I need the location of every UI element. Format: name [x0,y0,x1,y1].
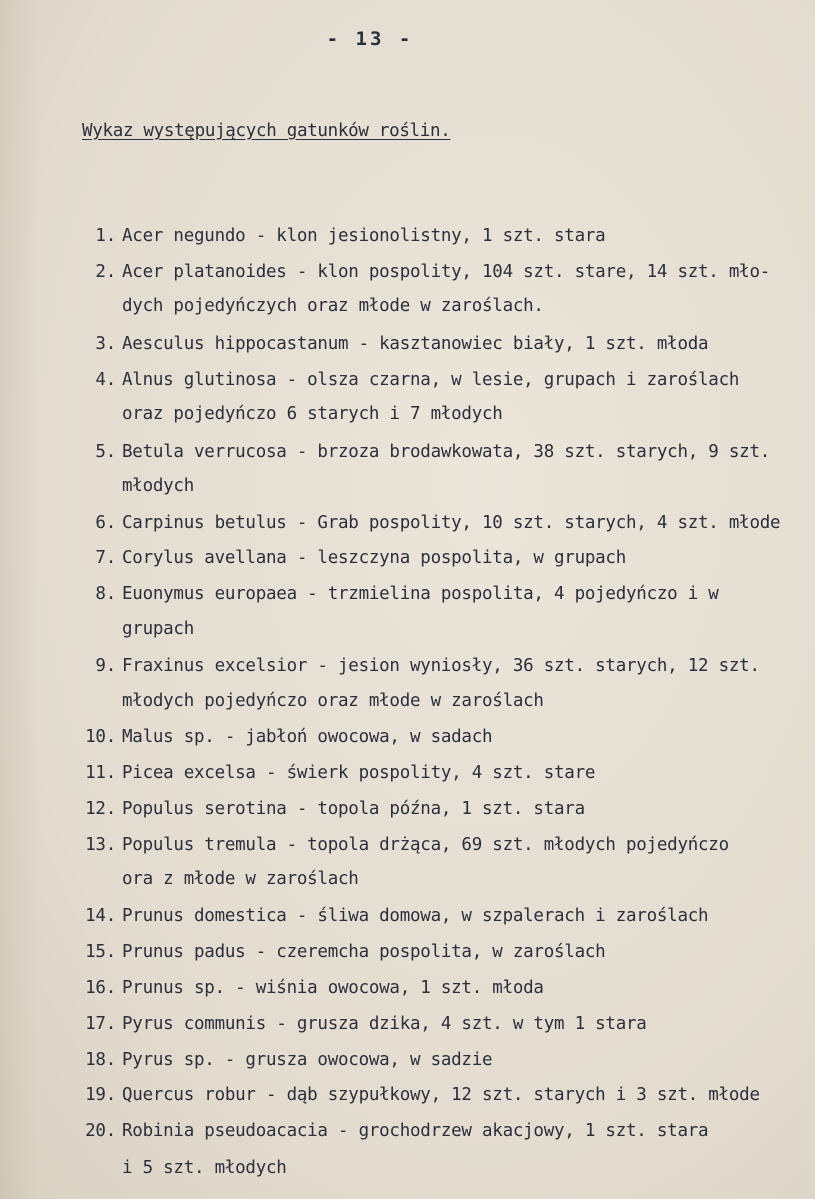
item-number: 10. [85,727,116,747]
list-item [76,1014,647,1034]
item-text: Picea excelsa - świerk pospolity, 4 szt. stare [122,763,596,783]
item-text: Acer platanoides - klon pospolity, 104 szt. stare, 14 szt. mło- [122,262,771,282]
list-item [76,1085,760,1105]
list-item [76,1121,708,1141]
item-text: Prunus padus - czeremcha pospolita, w zaroślach [122,942,606,962]
list-item [76,835,729,855]
item-text: Malus sp. - jabłoń owocowa, w sadach [122,727,493,747]
list-item [76,584,719,604]
item-text: Euonymus europaea - trzmielina pospolita, 4 pojedyńczo i w [122,584,719,604]
item-number: 19. [85,1085,116,1105]
item-number: 11. [85,763,116,783]
list-item [76,727,492,747]
item-number: 20. [85,1121,116,1141]
list-item [76,226,605,246]
item-number: 7. [95,548,116,568]
item-number: 2. [95,262,116,282]
item-text: Pyrus communis - grusza dzika, 4 szt. w tym 1 stara [122,1014,647,1034]
list-item-continuation: grupach [122,619,195,639]
item-text: Aesculus hippocastanum - kasztanowiec biały, 1 szt. młoda [122,334,709,354]
list-item [76,906,708,926]
list-item [76,262,770,282]
item-number: 17. [85,1014,116,1034]
item-number: 15. [85,942,116,962]
item-number: 5. [95,442,116,462]
item-text: Fraxinus excelsior - jesion wyniosły, 36 szt. starych, 12 szt. [122,656,760,676]
item-text: Pyrus sp. - grusza owocowa, w sadzie [122,1050,493,1070]
item-number: 14. [85,906,116,926]
item-number: 16. [85,978,116,998]
item-number: 9. [95,656,116,676]
item-number: 1. [95,226,116,246]
list-item [76,334,708,354]
list-item [76,442,770,462]
list-item [76,513,780,533]
item-text: Acer negundo - klon jesionolistny, 1 szt. stara [122,226,606,246]
item-text: Populus serotina - topola późna, 1 szt. stara [122,799,585,819]
item-number: 18. [85,1050,116,1070]
page-number: - 13 - [326,28,414,50]
list-item [76,799,585,819]
item-text: Robinia pseudoacacia - grochodrzew akacjowy, 1 szt. stara [122,1121,709,1141]
list-item [76,370,739,390]
list-item-continuation: młodych pojedyńczo oraz młode w zaroślach [122,691,544,711]
list-item-continuation: młodych [122,476,195,496]
item-text: Prunus sp. - wiśnia owocowa, 1 szt. młoda [122,978,544,998]
list-item [76,763,595,783]
item-text: Corylus avellana - leszczyna pospolita, w grupach [122,548,627,568]
item-text: Betula verrucosa - brzoza brodawkowata, 38 szt. starych, 9 szt. [122,442,771,462]
item-text: Alnus glutinosa - olsza czarna, w lesie, grupach i zaroślach [122,370,740,390]
list-item-continuation: i 5 szt. młodych [122,1158,287,1178]
list-item [76,1050,492,1070]
item-number: 8. [95,584,116,604]
list-item [76,548,626,568]
list-item-continuation: dych pojedyńczych oraz młode w zaroślach. [122,296,544,316]
list-item-continuation: ora z młode w zaroślach [122,869,359,889]
item-number: 3. [95,334,116,354]
list-item-continuation: oraz pojedyńczo 6 starych i 7 młodych [122,404,503,424]
item-text: Populus tremula - topola drżąca, 69 szt. młodych pojedyńczo [122,835,729,855]
item-text: Prunus domestica - śliwa domowa, w szpalerach i zaroślach [122,906,709,926]
item-number: 13. [85,835,116,855]
list-title: Wykaz występujących gatunków roślin. [82,121,451,141]
item-text: Carpinus betulus - Grab pospolity, 10 szt. starych, 4 szt. młode [122,513,781,533]
list-item [76,656,760,676]
item-number: 6. [95,513,116,533]
item-text: Quercus robur - dąb szypułkowy, 12 szt. starych i 3 szt. młode [122,1085,760,1105]
item-number: 12. [85,799,116,819]
list-item [76,978,544,998]
item-number: 4. [95,370,116,390]
list-item [76,942,605,962]
